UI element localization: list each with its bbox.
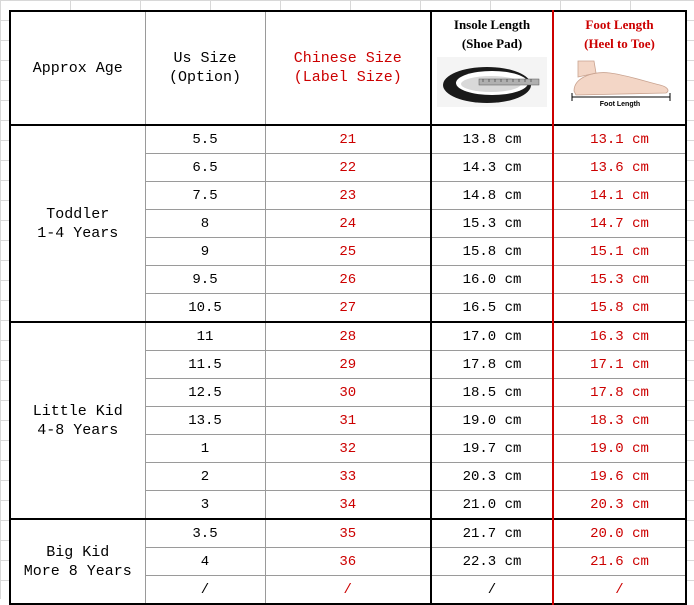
insole-length-cell: / [431,576,553,605]
insole-length-cell: 16.0 cm [431,266,553,294]
chinese-size-cell: 33 [265,463,431,491]
header-us-size-line2: (Option) [168,69,241,86]
age-group-line2: More 8 Years [23,562,132,580]
us-size-cell: 6.5 [145,154,265,182]
header-insole-line1: Insole Length [453,17,531,32]
insole-length-cell: 15.8 cm [431,238,553,266]
chinese-size-cell: / [265,576,431,605]
insole-length-cell: 21.7 cm [431,519,553,548]
chinese-size-cell: 22 [265,154,431,182]
insole-length-cell: 20.3 cm [431,463,553,491]
foot-diagram-image [564,57,676,109]
foot-length-cell: 15.3 cm [553,266,686,294]
foot-length-cell: / [553,576,686,605]
us-size-cell: 1 [145,435,265,463]
chinese-size-cell: 26 [265,266,431,294]
foot-length-cell: 17.8 cm [553,379,686,407]
header-chinese-size [265,11,431,125]
foot-length-cell: 16.3 cm [553,322,686,351]
header-chinese-size-line1: Chinese Size [293,50,402,67]
insole-length-cell: 16.5 cm [431,294,553,323]
header-approx-age: Approx Age [10,11,145,125]
insole-length-cell: 19.0 cm [431,407,553,435]
us-size-cell: 3 [145,491,265,520]
header-foot-line1: Foot Length [585,17,654,32]
chinese-size-cell: 31 [265,407,431,435]
us-size-cell: 3.5 [145,519,265,548]
age-group-cell [10,519,145,604]
us-size-cell: 12.5 [145,379,265,407]
chinese-size-cell: 23 [265,182,431,210]
us-size-cell: 5.5 [145,125,265,154]
size-chart-table [9,10,687,605]
foot-length-cell: 13.1 cm [553,125,686,154]
header-insole-line2: (Shoe Pad) [461,36,523,51]
chinese-size-cell: 30 [265,379,431,407]
chinese-size-cell: 25 [265,238,431,266]
header-insole-length [431,11,553,125]
age-group-line1: Toddler [46,205,110,223]
insole-length-cell: 22.3 cm [431,548,553,576]
us-size-cell: 9.5 [145,266,265,294]
chinese-size-cell: 24 [265,210,431,238]
age-group-line1: Big Kid [46,543,110,561]
insole-length-cell: 17.0 cm [431,322,553,351]
foot-length-cell: 17.1 cm [553,351,686,379]
insole-length-cell: 17.8 cm [431,351,553,379]
foot-diagram-label: Foot Length [599,101,640,108]
chinese-size-cell: 21 [265,125,431,154]
foot-length-cell: 14.1 cm [553,182,686,210]
size-row [10,125,686,154]
size-row [10,519,686,548]
foot-length-cell: 18.3 cm [553,407,686,435]
shoe-insole-image [437,57,547,107]
header-us-size [145,11,265,125]
us-size-cell: 7.5 [145,182,265,210]
us-size-cell: 8 [145,210,265,238]
insole-length-cell: 14.8 cm [431,182,553,210]
header-us-size-line1: Us Size [173,50,237,67]
header-chinese-size-line2: (Label Size) [293,69,402,86]
insole-length-cell: 18.5 cm [431,379,553,407]
age-group-cell [10,322,145,519]
header-foot-line2: (Heel to Toe) [584,36,655,51]
age-group-line1: Little Kid [32,402,123,420]
us-size-cell: / [145,576,265,605]
age-group-line2: 1-4 Years [37,224,119,242]
age-group-line2: 4-8 Years [37,421,119,439]
foot-length-cell: 20.0 cm [553,519,686,548]
header-row [10,11,686,125]
foot-length-cell: 19.6 cm [553,463,686,491]
us-size-cell: 4 [145,548,265,576]
foot-length-cell: 15.8 cm [553,294,686,323]
insole-length-cell: 14.3 cm [431,154,553,182]
foot-length-cell: 21.6 cm [553,548,686,576]
us-size-cell: 11 [145,322,265,351]
foot-length-cell: 20.3 cm [553,491,686,520]
chinese-size-cell: 28 [265,322,431,351]
insole-length-cell: 13.8 cm [431,125,553,154]
us-size-cell: 10.5 [145,294,265,323]
chinese-size-cell: 27 [265,294,431,323]
us-size-cell: 13.5 [145,407,265,435]
chinese-size-cell: 36 [265,548,431,576]
chinese-size-cell: 32 [265,435,431,463]
size-row [10,322,686,351]
header-foot-length [553,11,686,125]
chinese-size-cell: 29 [265,351,431,379]
insole-length-cell: 21.0 cm [431,491,553,520]
us-size-cell: 2 [145,463,265,491]
chinese-size-cell: 35 [265,519,431,548]
foot-length-cell: 19.0 cm [553,435,686,463]
age-group-cell [10,125,145,322]
insole-length-cell: 19.7 cm [431,435,553,463]
foot-length-cell: 15.1 cm [553,238,686,266]
foot-length-cell: 13.6 cm [553,154,686,182]
us-size-cell: 9 [145,238,265,266]
insole-length-cell: 15.3 cm [431,210,553,238]
chinese-size-cell: 34 [265,491,431,520]
us-size-cell: 11.5 [145,351,265,379]
foot-length-cell: 14.7 cm [553,210,686,238]
